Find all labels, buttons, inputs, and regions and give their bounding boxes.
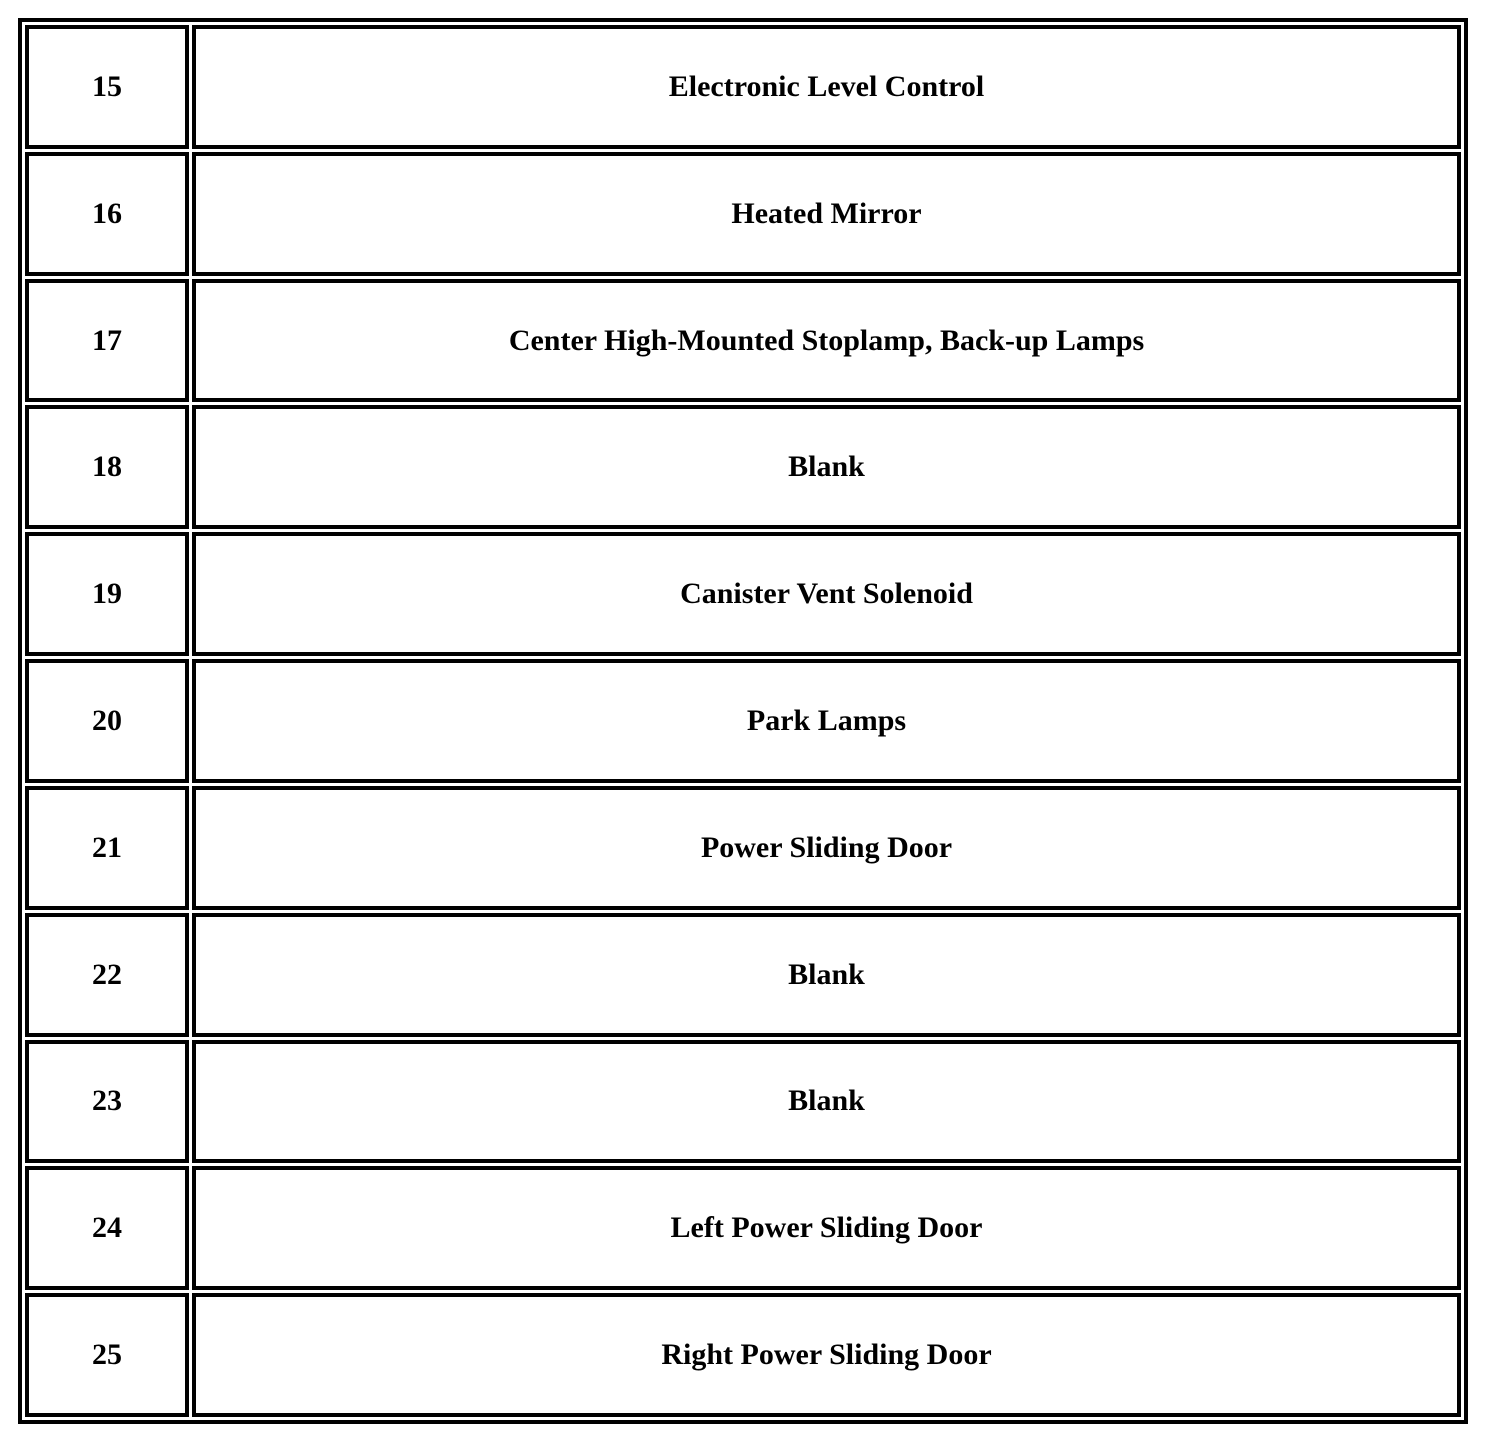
table-row bbox=[25, 152, 1461, 276]
table-row bbox=[25, 1293, 1461, 1417]
fuse-number-cell: 20 bbox=[25, 659, 189, 783]
fuse-description-cell: Left Power Sliding Door bbox=[192, 1166, 1461, 1290]
table-row bbox=[25, 25, 1461, 149]
fuse-number-cell: 22 bbox=[25, 913, 189, 1037]
fuse-description-cell: Electronic Level Control bbox=[192, 25, 1461, 149]
fuse-number-cell: 19 bbox=[25, 532, 189, 656]
fuse-number-cell: 23 bbox=[25, 1040, 189, 1164]
table-row bbox=[25, 279, 1461, 403]
fuse-number-cell: 15 bbox=[25, 25, 189, 149]
table-row bbox=[25, 1166, 1461, 1290]
fuse-number-cell: 17 bbox=[25, 279, 189, 403]
table-row bbox=[25, 405, 1461, 529]
fuse-description-cell: Park Lamps bbox=[192, 659, 1461, 783]
table-row bbox=[25, 786, 1461, 910]
fuse-description-cell: Blank bbox=[192, 913, 1461, 1037]
table-row bbox=[25, 1040, 1461, 1164]
table-row bbox=[25, 659, 1461, 783]
fuse-description-cell: Blank bbox=[192, 1040, 1461, 1164]
fuse-description-cell: Right Power Sliding Door bbox=[192, 1293, 1461, 1417]
table-row bbox=[25, 913, 1461, 1037]
fuse-number-cell: 18 bbox=[25, 405, 189, 529]
fuse-description-cell: Center High-Mounted Stoplamp, Back-up Lamps bbox=[192, 279, 1461, 403]
table-row bbox=[25, 532, 1461, 656]
fuse-number-cell: 25 bbox=[25, 1293, 189, 1417]
fuse-number-cell: 16 bbox=[25, 152, 189, 276]
fuse-description-cell: Blank bbox=[192, 405, 1461, 529]
fuse-number-cell: 24 bbox=[25, 1166, 189, 1290]
fuse-description-cell: Canister Vent Solenoid bbox=[192, 532, 1461, 656]
fuse-description-cell: Power Sliding Door bbox=[192, 786, 1461, 910]
fuse-number-cell: 21 bbox=[25, 786, 189, 910]
fuse-description-cell: Heated Mirror bbox=[192, 152, 1461, 276]
fuse-table bbox=[18, 18, 1468, 1424]
